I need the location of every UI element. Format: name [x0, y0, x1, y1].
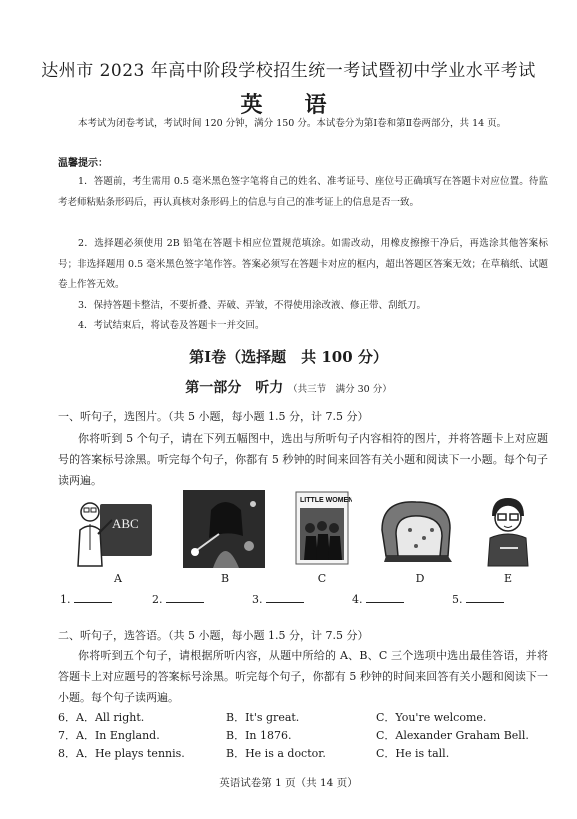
boy-with-glasses-icon: [478, 490, 538, 568]
question-number: 6．: [58, 711, 76, 724]
option-c[interactable]: C．You're welcome.: [376, 711, 487, 724]
bread-loaf-icon: [376, 490, 458, 568]
picture-label-b: B: [220, 572, 230, 585]
tip-4: 4．考试结束后，将试卷及答题卡一并交回。: [78, 320, 265, 331]
picture-label-a: A: [114, 572, 122, 585]
picture-label-d: D: [415, 572, 425, 585]
answer-blank-2[interactable]: 2.: [152, 592, 204, 606]
option-c[interactable]: C．Alexander Graham Bell.: [376, 729, 529, 742]
tip-1: 1．答题前，考生需用 0.5 毫米黑色签字笔将自己的姓名、准考证号、座位号正确填写在答题卡对应位置。待监考老师粘贴条形码后，再认真核对条形码上的信息与自己的准考证上的信息是否一致。: [58, 176, 548, 208]
answer-blank-5[interactable]: 5.: [452, 592, 504, 606]
volume1-title: 第Ⅰ卷（选择题 共 100 分）: [189, 348, 388, 366]
little-women-book-icon: [292, 490, 352, 568]
answer-blank-3[interactable]: 3.: [252, 592, 304, 606]
picture-label-e: E: [503, 572, 513, 585]
answer-blank-4[interactable]: 4.: [352, 592, 404, 606]
option-a[interactable]: A．He plays tennis.: [76, 747, 185, 760]
option-a[interactable]: A．In England.: [76, 729, 160, 742]
option-b[interactable]: B．It's great.: [226, 711, 300, 724]
picture-label-c: C: [317, 572, 327, 585]
option-b[interactable]: B．In 1876.: [226, 729, 292, 742]
girl-with-wand-icon: [183, 490, 265, 568]
question-number: 7．: [58, 729, 76, 742]
answer-blank-1[interactable]: 1.: [60, 592, 112, 606]
intro-text: 本考试为闭卷考试，考试时间 120 分钟，满分 150 分。本试卷分为第Ⅰ卷和第Ⅱ卷两部分，共 14 页。: [78, 118, 507, 129]
section1-heading: 一、听句子，选图片。（共 5 小题，每小题 1.5 分，计 7.5 分）: [58, 410, 369, 423]
section2-heading: 二、听句子，选答语。（共 5 小题，每小题 1.5 分，计 7.5 分）: [58, 629, 369, 642]
picture-a: [72, 490, 154, 568]
section2-instructions: 你将听到五个句子，请根据所听内容，从题中所给的 A、B、C 三个选项中选出最佳答语，并将答题卡上对应题号的答案标号涂黑。听完每个句子，你都有 5 秒钟的时间来回答有关小题和阅读下一小题。每个句子读两遍。: [58, 649, 548, 704]
subject-title: 英 语: [240, 92, 337, 118]
question-number: 8．: [58, 747, 76, 760]
picture-d: [376, 490, 458, 568]
option-c[interactable]: C．He is tall.: [376, 747, 450, 760]
option-a[interactable]: A．All right.: [76, 711, 145, 724]
part1-subtitle: （共三节 满分 30 分）: [288, 384, 392, 395]
exam-title: 达州市 2023 年高中阶段学校招生统一考试暨初中学业水平考试: [41, 61, 536, 81]
picture-c: [292, 490, 374, 568]
picture-b: [183, 490, 265, 568]
part1-title: [0, 377, 577, 397]
picture-e: [478, 490, 560, 568]
page-footer: 英语试卷第 1 页（共 14 页）: [219, 777, 358, 789]
teacher-blackboard-abc-icon: [72, 490, 154, 568]
board-text: ABC: [112, 516, 139, 531]
tip-2: 2．选择题必须使用 2B 铅笔在答题卡相应位置规范填涂。如需改动，用橡皮擦擦干净后，再选涂其他答案标号；非选择题用 0.5 毫米黑色签字笔作答。答案必须写在答题卡对应的框内，超出答题区答案无效；在草稿纸、试题卷上作答无效。: [58, 238, 548, 290]
tip-3: 3．保持答题卡整洁，不要折叠、弄破、弄皱，不得使用涂改液、修正带、刮纸刀。: [78, 300, 427, 311]
section1-instructions: 你将听到 5 个句子，请在下列五幅图中，选出与所听句子内容相符的图片，并将答题卡上对应题号的答案标号涂黑。听完每个句子，你都有 5 秒钟的时间来回答有关小题和阅读下一小题。每个句子读两遍。: [58, 432, 548, 487]
part1-title-text: 第一部分 听力: [185, 380, 284, 396]
book-title: LITTLE WOMEN: [300, 497, 352, 504]
option-b[interactable]: B．He is a doctor.: [226, 747, 326, 760]
tips-label: 温馨提示：: [58, 158, 108, 169]
